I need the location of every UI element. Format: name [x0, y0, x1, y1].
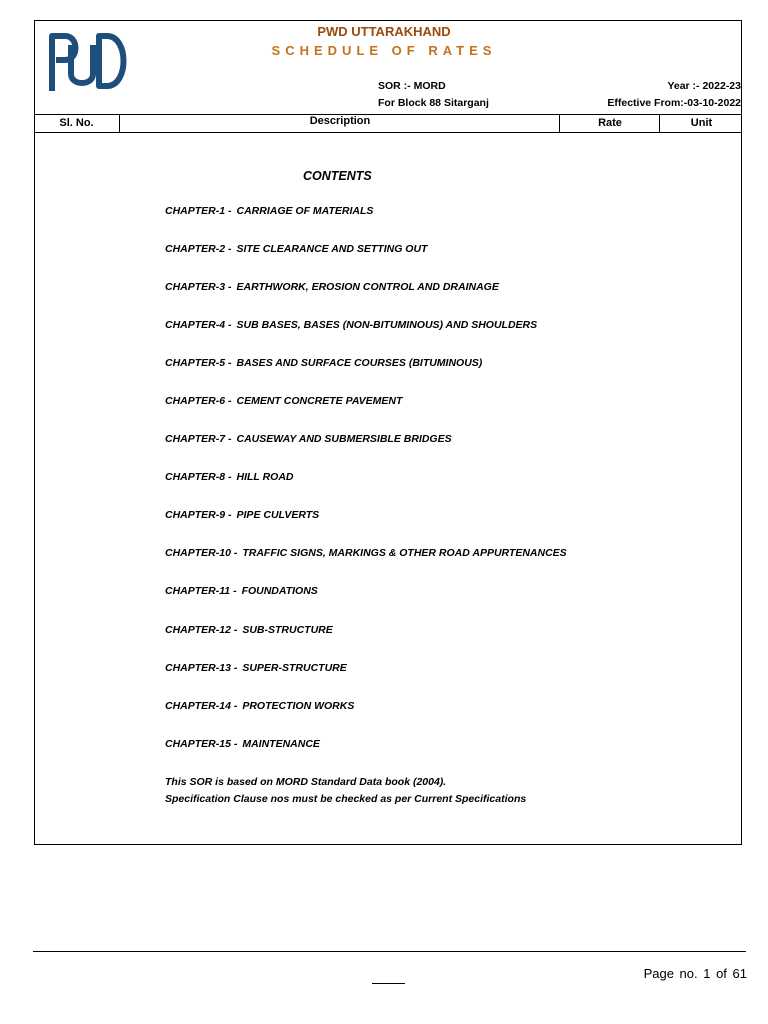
chapter-item: [165, 281, 499, 293]
chapter-item: [165, 243, 427, 255]
chapter-item: [165, 662, 347, 674]
chapter-title: SUPER-STRUCTURE: [242, 662, 347, 674]
column-unit: Unit: [659, 115, 743, 132]
pwd-logo: [47, 30, 127, 92]
chapter-item: [165, 738, 320, 750]
column-rate: Rate: [559, 115, 660, 132]
chapter-number: CHAPTER-8 -: [165, 471, 232, 483]
chapter-item: [165, 395, 402, 407]
chapter-number: CHAPTER-10 -: [165, 547, 238, 559]
chapter-number: CHAPTER-14 -: [165, 700, 238, 712]
chapter-number: CHAPTER-15 -: [165, 738, 238, 750]
block-location: For Block 88 Sitarganj: [378, 97, 489, 109]
chapter-title: MAINTENANCE: [242, 738, 320, 750]
chapter-title: CAUSEWAY AND SUBMERSIBLE BRIDGES: [236, 433, 452, 445]
specification-note: Specification Clause nos must be checked as per Current Specifications: [165, 793, 527, 805]
chapter-number: CHAPTER-12 -: [165, 624, 238, 636]
footer-dash: [372, 983, 405, 984]
chapter-number: CHAPTER-2 -: [165, 243, 232, 255]
sor-source: SOR :- MORD: [378, 80, 446, 92]
chapter-item: [165, 585, 318, 597]
chapter-title: BASES AND SURFACE COURSES (BITUMINOUS): [236, 357, 483, 369]
footer-divider: [33, 951, 746, 952]
chapter-number: CHAPTER-11 -: [165, 585, 237, 597]
chapter-title: PROTECTION WORKS: [242, 700, 355, 712]
chapter-title: FOUNDATIONS: [241, 585, 318, 597]
chapter-title: TRAFFIC SIGNS, MARKINGS & OTHER ROAD APPURTENANCES: [242, 547, 567, 559]
chapter-number: CHAPTER-1 -: [165, 205, 232, 217]
document-title: SCHEDULE OF RATES: [271, 43, 497, 58]
chapter-item: [165, 624, 333, 636]
column-description: Description: [119, 115, 560, 132]
chapter-item: [165, 509, 319, 521]
sor-basis-note: This SOR is based on MORD Standard Data book (2004).: [165, 776, 447, 788]
chapter-number: CHAPTER-5 -: [165, 357, 232, 369]
chapter-item: [165, 433, 452, 445]
chapter-title: SUB BASES, BASES (NON-BITUMINOUS) AND SHOULDERS: [236, 319, 538, 331]
chapter-item: [165, 205, 373, 217]
sor-year: Year :- 2022-23: [667, 80, 741, 92]
chapter-number: CHAPTER-6 -: [165, 395, 232, 407]
chapter-number: CHAPTER-9 -: [165, 509, 232, 521]
chapter-item: [165, 471, 294, 483]
page-number: Page no. 1 of 61: [643, 966, 747, 981]
effective-date: Effective From:-03-10-2022: [607, 97, 741, 109]
contents-heading: CONTENTS: [303, 169, 372, 183]
chapter-title: CARRIAGE OF MATERIALS: [236, 205, 374, 217]
chapter-title: PIPE CULVERTS: [236, 509, 320, 521]
chapter-title: HILL ROAD: [236, 471, 294, 483]
chapter-number: CHAPTER-7 -: [165, 433, 232, 445]
chapter-number: CHAPTER-13 -: [165, 662, 238, 674]
chapter-title: SITE CLEARANCE AND SETTING OUT: [236, 243, 428, 255]
chapter-title: EARTHWORK, EROSION CONTROL AND DRAINAGE: [236, 281, 499, 293]
column-header-row: [34, 114, 742, 133]
chapter-number: CHAPTER-4 -: [165, 319, 232, 331]
chapter-item: [165, 319, 537, 331]
chapter-title: SUB-STRUCTURE: [242, 624, 333, 636]
chapter-item: [165, 547, 567, 559]
chapter-title: CEMENT CONCRETE PAVEMENT: [236, 395, 403, 407]
chapter-item: [165, 357, 482, 369]
column-sl-no: Sl. No.: [59, 117, 94, 129]
chapter-item: [165, 700, 354, 712]
chapter-number: CHAPTER-3 -: [165, 281, 232, 293]
organization-name: PWD UTTARAKHAND: [317, 24, 451, 39]
